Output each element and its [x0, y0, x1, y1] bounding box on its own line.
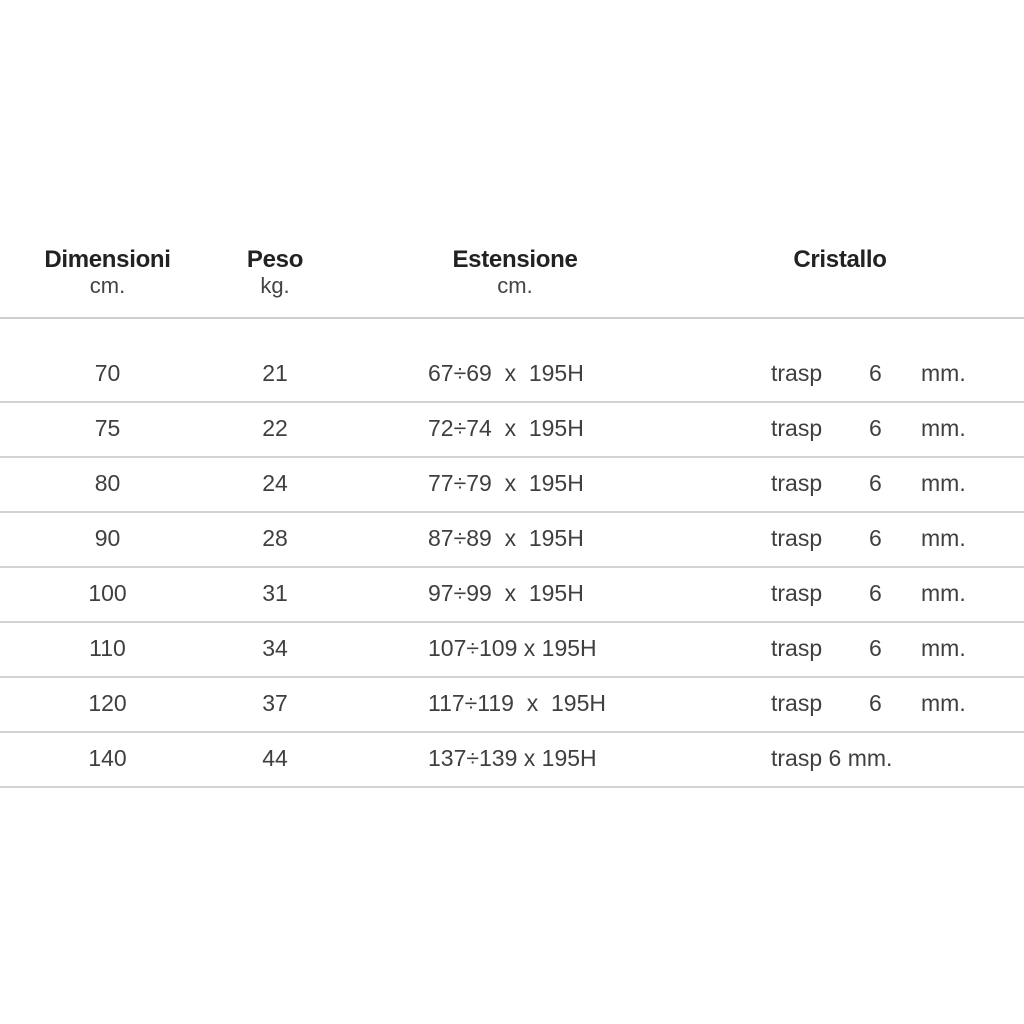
cell-peso: 21: [262, 360, 288, 386]
column-title-cristallo: Cristallo: [793, 246, 887, 273]
cell-cristallo-type: trasp: [771, 470, 823, 496]
table-row: [0, 403, 1024, 458]
cell-peso: 22: [262, 415, 288, 441]
table-row: [0, 348, 1024, 403]
cell-cristallo-unit: mm.: [921, 415, 966, 441]
column-header-peso: [230, 247, 320, 299]
cell-cristallo-type: trasp: [771, 360, 823, 386]
table-row: [0, 513, 1024, 568]
cell-dimensioni: 120: [88, 690, 127, 716]
cell-dimensioni: 75: [94, 415, 121, 441]
cell-cristallo-thickness: 6: [869, 635, 882, 661]
column-title-peso: Peso: [246, 246, 304, 273]
cell-estensione: 77÷79 x 195H: [428, 470, 584, 496]
cell-estensione: 107÷109 x 195H: [428, 635, 597, 661]
cell-cristallo-thickness: 6: [869, 470, 882, 496]
cell-cristallo-unit: mm.: [921, 525, 966, 551]
table-row: [0, 568, 1024, 623]
cell-peso: 31: [262, 580, 288, 606]
cell-estensione: 67÷69 x 195H: [428, 360, 584, 386]
cell-peso: 37: [262, 690, 288, 716]
cell-peso: 44: [262, 745, 288, 771]
cell-cristallo-thickness: 6: [869, 360, 882, 386]
cell-dimensioni: 140: [88, 745, 127, 771]
column-title-estensione: Estensione: [452, 246, 578, 273]
cell-peso: 34: [262, 635, 288, 661]
cell-cristallo-unit: mm.: [921, 690, 966, 716]
cell-cristallo-type: trasp: [771, 415, 823, 441]
cell-cristallo-thickness: 6: [869, 525, 882, 551]
table-row: [0, 623, 1024, 678]
table-row: [0, 458, 1024, 513]
column-header-cristallo: [780, 247, 900, 273]
cell-cristallo-type: trasp: [771, 690, 823, 716]
cell-estensione: 72÷74 x 195H: [428, 415, 584, 441]
cell-peso: 28: [262, 525, 288, 551]
table-row: [0, 733, 1024, 788]
cell-estensione: 87÷89 x 195H: [428, 525, 584, 551]
cell-cristallo-thickness: 6: [869, 415, 882, 441]
cell-estensione: 117÷119 x 195H: [428, 690, 607, 716]
table-row: [0, 678, 1024, 733]
cell-cristallo-unit: mm.: [921, 360, 966, 386]
column-header-estensione: [440, 247, 590, 299]
cell-dimensioni: 90: [94, 525, 121, 551]
cell-dimensioni: 70: [94, 360, 121, 386]
cell-cristallo: trasp 6 mm.: [771, 745, 893, 771]
cell-cristallo-unit: mm.: [921, 470, 966, 496]
cell-peso: 24: [262, 470, 288, 496]
cell-estensione: 97÷99 x 195H: [428, 580, 584, 606]
row-divider: [0, 786, 1024, 788]
cell-dimensioni: 110: [89, 635, 126, 661]
header-divider: [0, 317, 1024, 319]
cell-estensione: 137÷139 x 195H: [428, 745, 597, 771]
cell-cristallo-thickness: 6: [869, 690, 882, 716]
cell-cristallo-unit: mm.: [921, 580, 966, 606]
cell-cristallo-unit: mm.: [921, 635, 966, 661]
cell-dimensioni: 100: [88, 580, 127, 606]
column-unit-dimensioni: cm.: [89, 273, 126, 298]
column-header-dimensioni: [30, 247, 185, 299]
cell-cristallo-thickness: 6: [869, 580, 882, 606]
cell-cristallo-type: trasp: [771, 525, 823, 551]
cell-cristallo-type: trasp: [771, 580, 823, 606]
cell-dimensioni: 80: [94, 470, 121, 496]
column-unit-peso: kg.: [260, 273, 290, 298]
column-title-dimensioni: Dimensioni: [44, 246, 171, 273]
column-unit-estensione: cm.: [497, 273, 533, 298]
cell-cristallo-type: trasp: [771, 635, 823, 661]
